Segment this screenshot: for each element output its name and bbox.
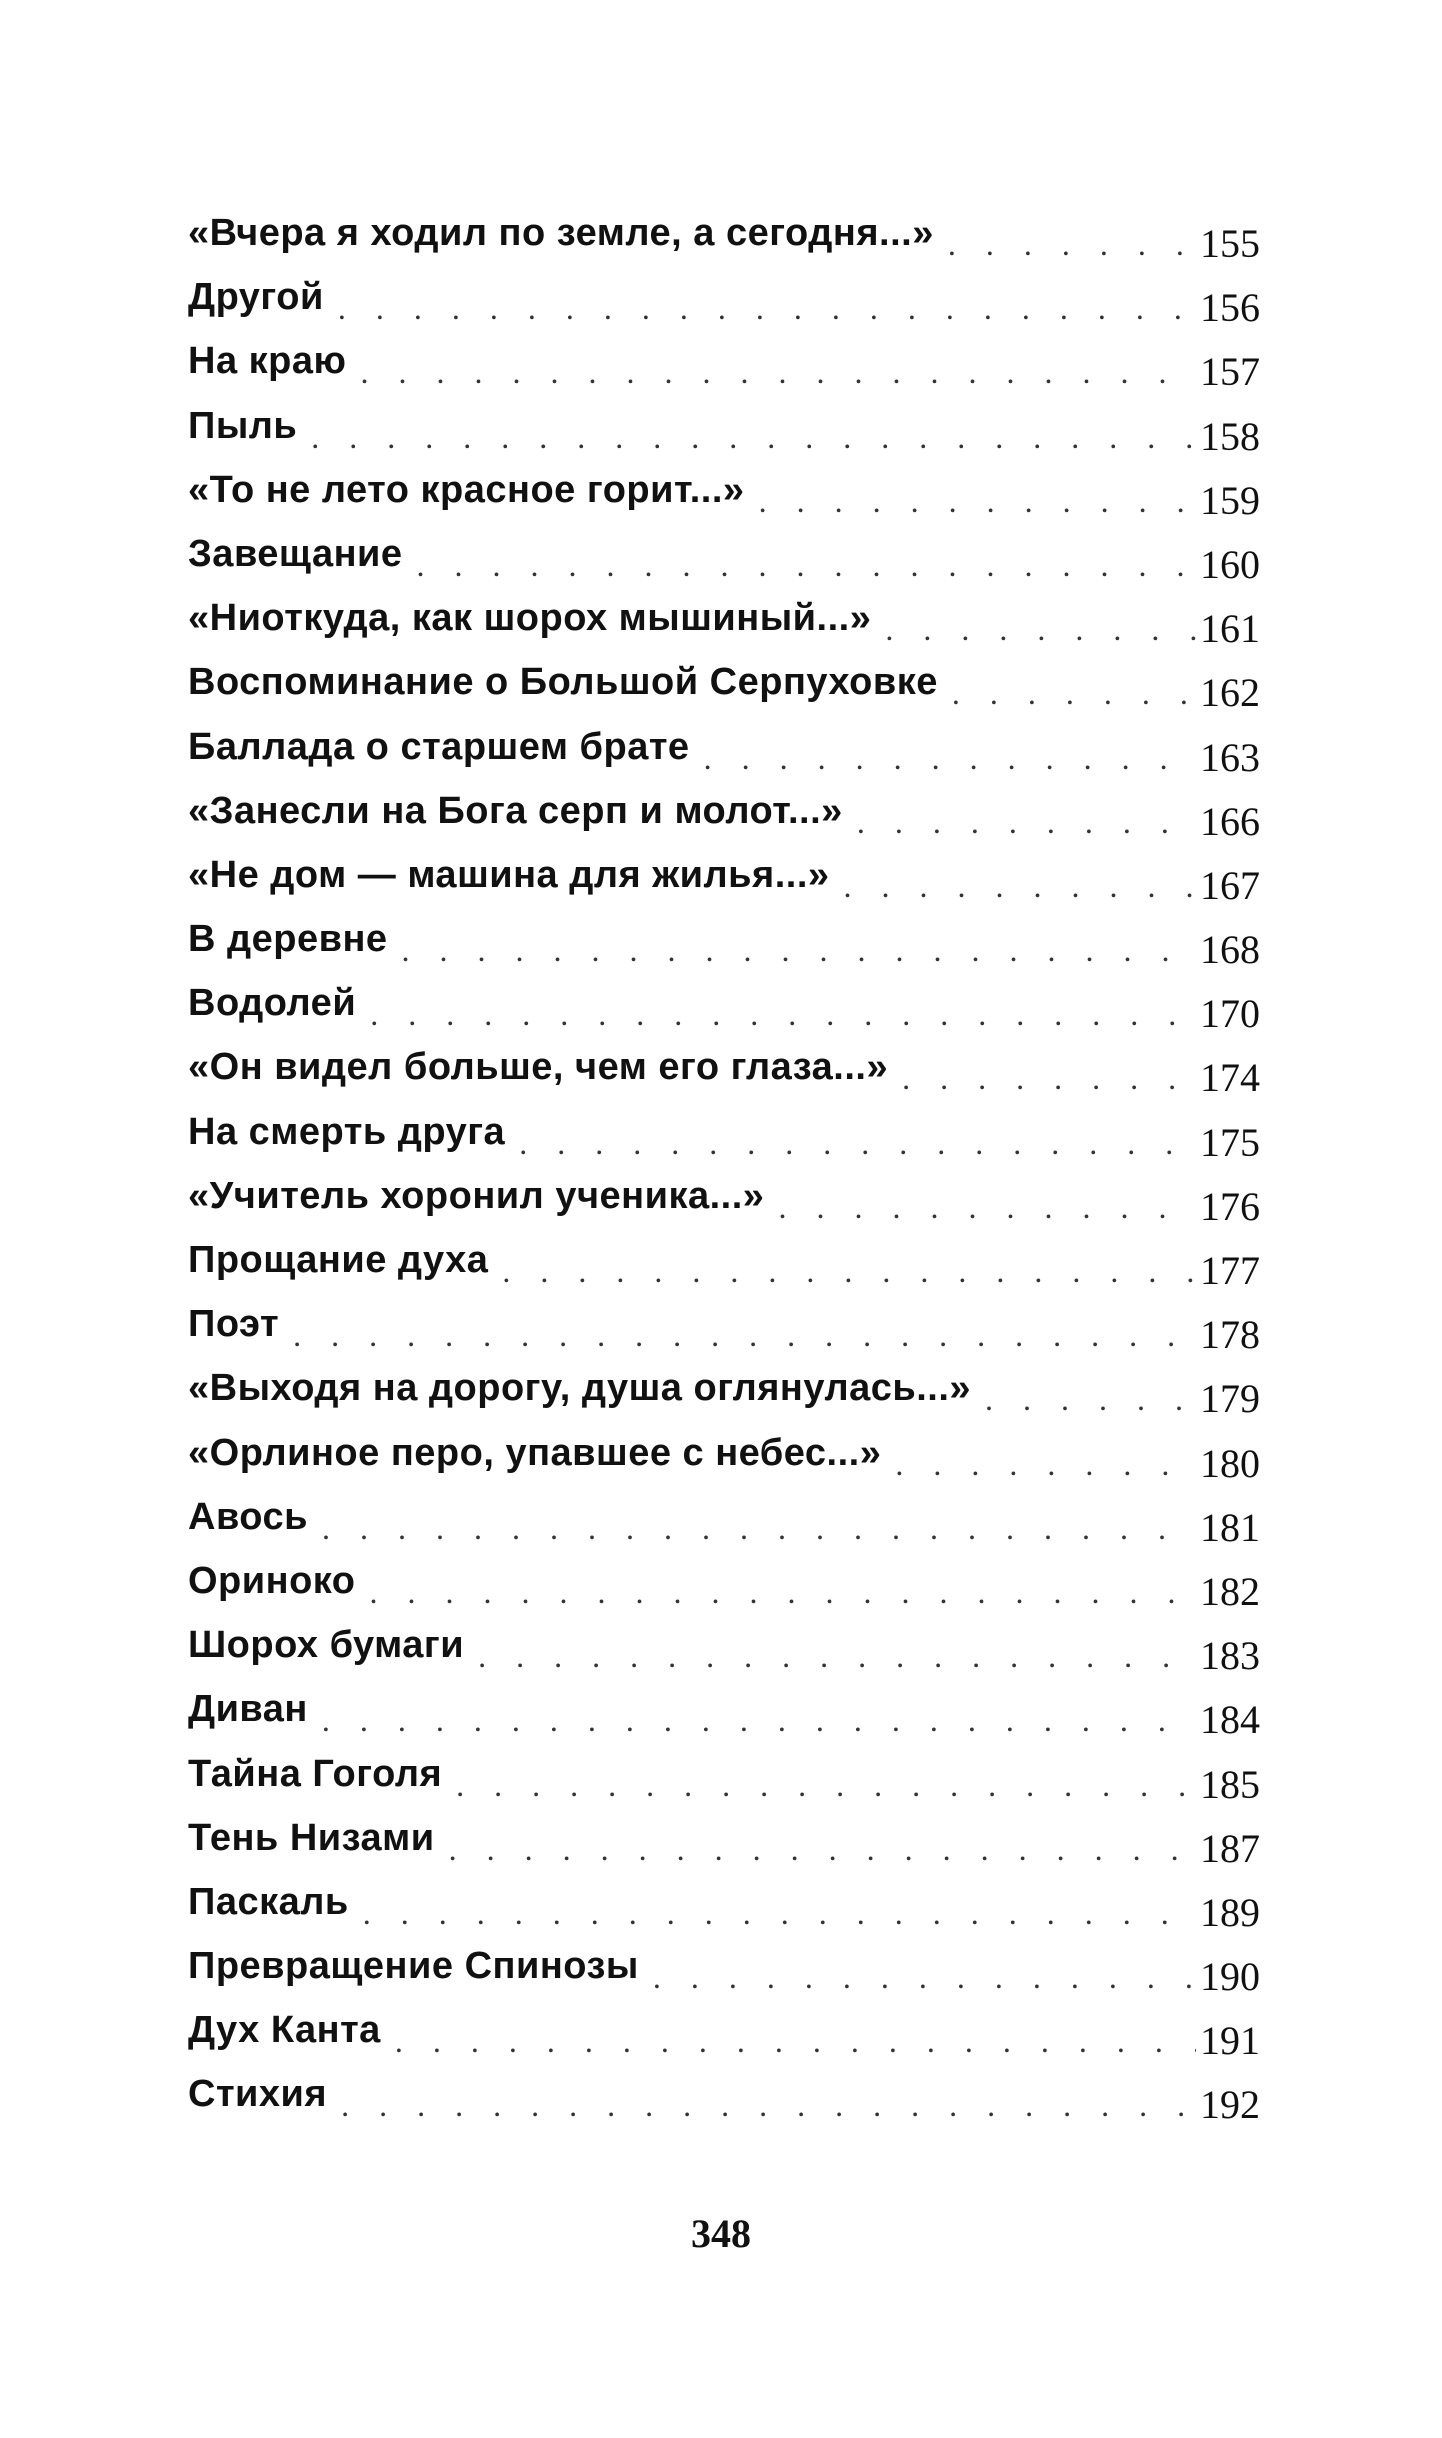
toc-entry-page: 176 [1200,1183,1260,1229]
dot-leader [338,276,1196,340]
dot-leader [370,1560,1196,1624]
toc-entry-title: Тень Низами [188,1816,435,1859]
toc-entry-title: «Вчера я ходил по земле, а сегодня...» [188,212,934,254]
toc-entry-title: Воспоминание о Большой Серпуховке [188,661,938,704]
dot-leader [363,1881,1196,1945]
dot-leader [322,1496,1196,1560]
toc-entry-page: 184 [1200,1697,1260,1743]
dot-leader [704,726,1196,790]
toc-entry-title: Завещание [188,532,403,575]
toc-entry-page: 192 [1200,2082,1260,2128]
toc-entry-page: 163 [1200,734,1260,780]
toc-entry-title: Дух Канта [188,2009,381,2052]
toc-entry-title: «Не дом — машина для жилья...» [188,853,830,896]
toc-entry-page: 177 [1200,1248,1260,1293]
dot-leader [902,1046,1196,1110]
toc-entry-page: 178 [1200,1312,1260,1358]
dot-leader [759,469,1196,533]
toc-entry-title: «Орлиное перо, упавшее с небес...» [188,1431,882,1474]
dot-leader [402,918,1196,982]
page-number: 348 [691,2211,751,2256]
toc-entry-page: 182 [1200,1568,1260,1614]
toc-entry-title: Поэт [188,1303,280,1346]
dot-leader [395,2009,1196,2073]
dot-leader [417,533,1196,597]
toc-entry-page: 161 [1200,606,1260,652]
toc-entry-title: Прощание духа [188,1239,489,1281]
toc-entry-title: Другой [188,276,324,319]
toc-entry-title: Стихия [188,2073,328,2116]
dot-leader [293,1303,1196,1367]
dot-leader [948,212,1196,276]
toc-entry-title: Ориноко [188,1559,356,1602]
toc-entry-page: 190 [1200,1954,1260,2000]
toc-entry-page: 180 [1200,1440,1260,1486]
toc-entry-page: 170 [1200,991,1260,1037]
dot-leader [844,854,1196,918]
toc-entry-page: 157 [1200,349,1260,395]
dot-leader [360,340,1196,404]
dot-leader [370,982,1196,1046]
toc-entry-page: 183 [1200,1633,1260,1679]
toc-entry-page: 166 [1200,798,1260,844]
toc-entry-title: «Занесли на Бога серп и молот...» [188,789,843,832]
table-of-contents [188,200,1260,2126]
dot-leader [653,1945,1196,2009]
toc-entry-title: Диван [188,1688,308,1731]
dot-leader [449,1817,1196,1881]
dot-leader [885,597,1196,661]
dot-leader [778,1175,1196,1239]
toc-entry-title: Тайна Гоголя [188,1752,443,1795]
dot-leader [519,1111,1196,1175]
toc-entry-page: 167 [1200,862,1260,908]
dot-leader [857,790,1196,854]
toc-entry-page: 160 [1200,541,1260,587]
dot-leader [456,1753,1196,1817]
toc-entry-title: На смерть друга [188,1110,506,1153]
toc-entry-page: 162 [1200,670,1260,716]
toc-entry-page: 168 [1200,927,1260,973]
toc-entry-title: Шорох бумаги [188,1624,465,1667]
toc-entry-title: «Он видел больше, чем его глаза...» [188,1046,889,1089]
dot-leader [952,661,1196,725]
toc-entry-page: 156 [1200,285,1260,331]
toc-entry-page: 158 [1200,413,1260,459]
dot-leader [502,1239,1196,1303]
dot-leader [311,405,1196,469]
toc-entry [188,200,1260,264]
toc-entry-page: 179 [1200,1376,1260,1422]
dot-leader [478,1624,1196,1688]
toc-entry-title: «То не лето красное горит...» [188,468,745,511]
toc-entry-page: 189 [1200,1889,1260,1935]
toc-entry-title: В деревне [188,918,388,961]
toc-entry-page: 159 [1200,477,1260,523]
dot-leader [895,1432,1196,1496]
toc-entry-page: 155 [1200,221,1260,266]
dot-leader [322,1688,1196,1752]
toc-entry-page: 185 [1200,1761,1260,1807]
toc-entry-title: Паскаль [188,1880,349,1923]
toc-entry-title: Авось [188,1495,309,1538]
toc-entry-title: Водолей [188,982,357,1025]
toc-entry-page: 174 [1200,1055,1260,1101]
toc-entry-page: 181 [1200,1504,1260,1550]
toc-entry-page: 175 [1200,1119,1260,1165]
toc-entry-title: Превращение Спинозы [188,1945,639,1988]
toc-entry-title: «Выходя на дорогу, душа оглянулась...» [188,1367,972,1410]
toc-entry-title: На краю [188,340,347,383]
toc-entry-title: Пыль [188,404,298,447]
toc-entry-title: «Ниоткуда, как шорох мышиный...» [188,597,872,640]
toc-entry-page: 191 [1200,2018,1260,2064]
dot-leader [341,2073,1196,2137]
toc-entry-title: Баллада о старшем брате [188,725,690,768]
dot-leader [985,1367,1196,1431]
toc-entry-title: «Учитель хоронил ученика...» [188,1174,765,1217]
toc-entry-page: 187 [1200,1825,1260,1871]
